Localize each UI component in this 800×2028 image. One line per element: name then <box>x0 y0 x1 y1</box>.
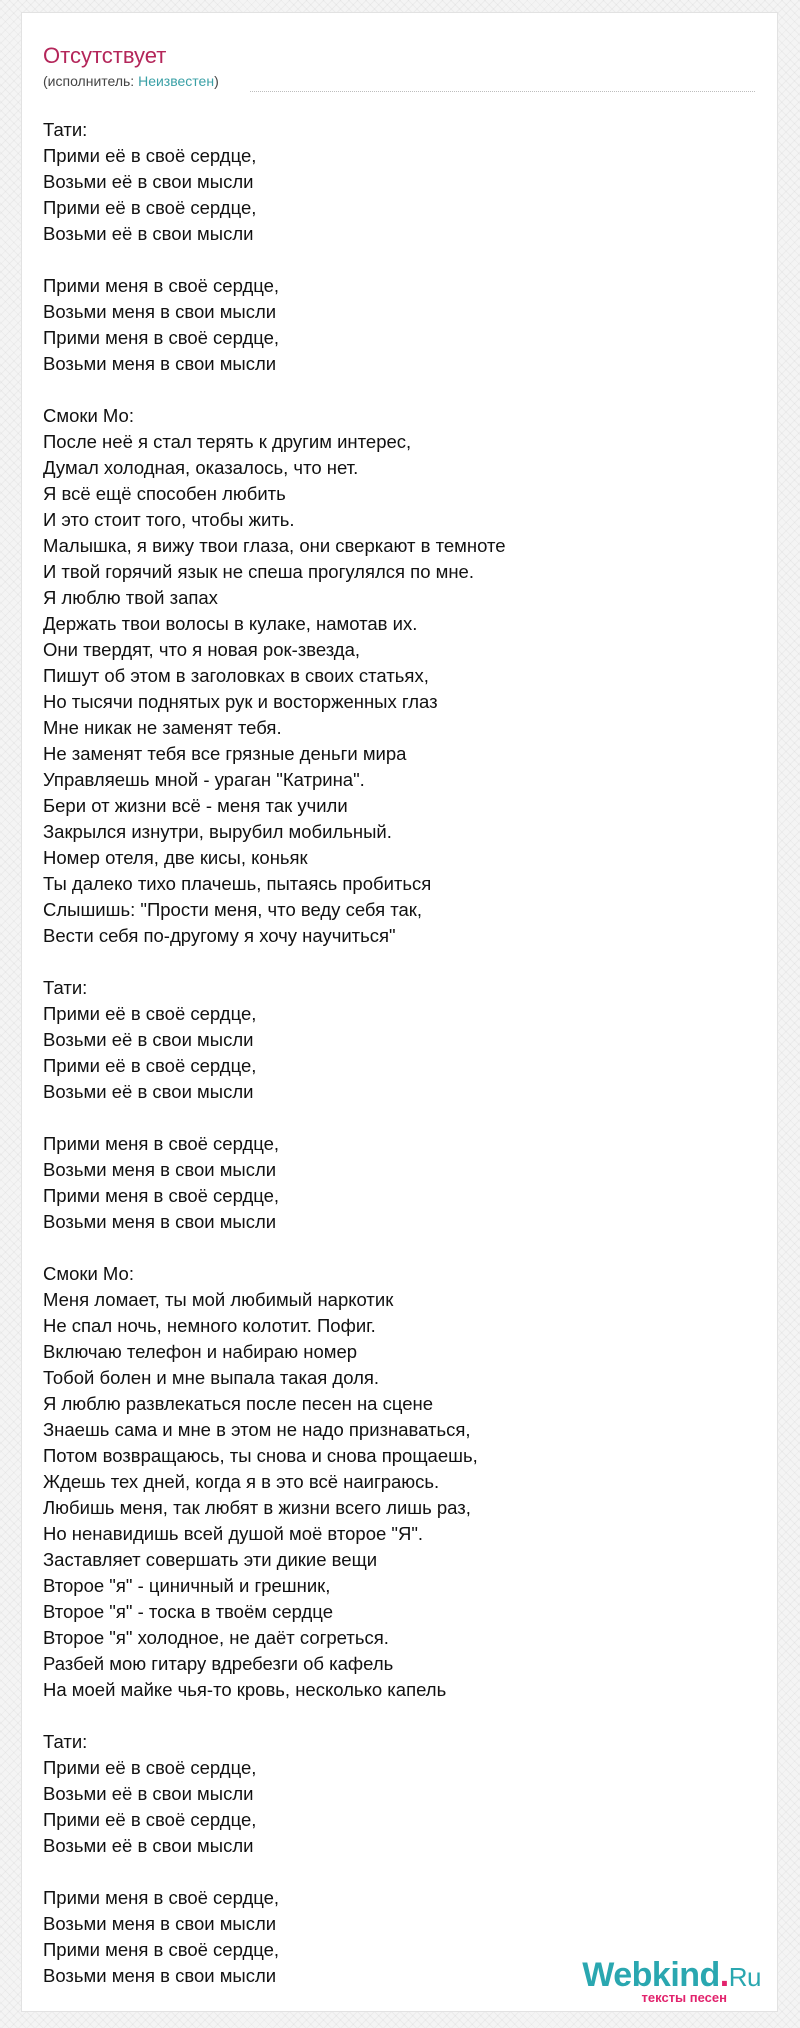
lyrics-line: На моей майке чья-то кровь, несколько капель <box>43 1679 447 1700</box>
lyrics-line: Малышка, я вижу твои глаза, они сверкают в темноте <box>43 535 506 556</box>
lyrics-blank-line <box>43 949 763 975</box>
lyrics-line: Но тысячи поднятых рук и восторженных глаз <box>43 691 438 712</box>
lyrics-line: Прими меня в своё сердце, <box>43 1133 280 1154</box>
lyrics-line: Тати: <box>43 977 88 998</box>
lyrics-line: Они твердят, что я новая рок-звезда, <box>43 639 361 660</box>
lyrics-line: Но ненавидишь всей душой моё второе "Я". <box>43 1523 424 1544</box>
lyrics-line: Бери от жизни всё - меня так учили <box>43 795 348 816</box>
lyrics-line: Номер отеля, две кисы, коньяк <box>43 847 308 868</box>
lyrics-line: После неё я стал терять к другим интерес, <box>43 431 412 452</box>
lyrics-line: Потом возвращаюсь, ты снова и снова прощаешь, <box>43 1445 478 1466</box>
lyrics-line: Тобой болен и мне выпала такая доля. <box>43 1367 380 1388</box>
site-logo[interactable] <box>582 1957 761 2005</box>
lyrics-line: Возьми её в свои мысли <box>43 1081 254 1102</box>
lyrics-line: Прими меня в своё сердце, <box>43 1185 280 1206</box>
artist-link[interactable]: Неизвестен <box>138 73 215 89</box>
lyrics-line: Ты далеко тихо плачешь, пытаясь пробиться <box>43 873 432 894</box>
title-divider <box>250 91 755 92</box>
lyrics-line: Второе "я" - тоска в твоём сердце <box>43 1601 333 1622</box>
lyrics-line: Прими меня в своё сердце, <box>43 1939 280 1960</box>
lyrics-line: Знаешь сама и мне в этом не надо признаваться, <box>43 1419 471 1440</box>
lyrics-blank-line <box>43 377 763 403</box>
lyrics-line: Прими меня в своё сердце, <box>43 275 280 296</box>
lyrics-line: Вести себя по-другому я хочу научиться" <box>43 925 396 946</box>
lyrics-line: Тати: <box>43 1731 88 1752</box>
lyrics-line: Включаю телефон и набираю номер <box>43 1341 358 1362</box>
lyrics-line: Возьми меня в свои мысли <box>43 1211 277 1232</box>
lyrics-line: Держать твои волосы в кулаке, намотав их. <box>43 613 418 634</box>
lyrics-line: Смоки Мо: <box>43 405 134 426</box>
lyrics-line: Возьми её в свои мысли <box>43 223 254 244</box>
lyrics-blank-line <box>43 1235 763 1261</box>
lyrics-line: Я люблю твой запах <box>43 587 218 608</box>
lyrics-line: Заставляет совершать эти дикие вещи <box>43 1549 378 1570</box>
lyrics-line: Любишь меня, так любят в жизни всего лишь раз, <box>43 1497 471 1518</box>
artist-line <box>43 73 219 89</box>
lyrics-line: Меня ломает, ты мой любимый наркотик <box>43 1289 394 1310</box>
lyrics-line: Разбей мою гитару вдребезги об кафель <box>43 1653 394 1674</box>
lyrics-line: Не спал ночь, немного колотит. Пофиг. <box>43 1315 376 1336</box>
lyrics-card <box>21 12 778 2012</box>
lyrics-blank-line <box>43 1703 763 1729</box>
lyrics-line: И твой горячий язык не спеша прогулялся по мне. <box>43 561 474 582</box>
lyrics-line: Возьми её в свои мысли <box>43 171 254 192</box>
lyrics-line: Смоки Мо: <box>43 1263 134 1284</box>
lyrics-line: Ждешь тех дней, когда я в это всё наиграюсь. <box>43 1471 440 1492</box>
logo-dot: . <box>719 1956 729 1994</box>
lyrics-blank-line <box>43 1859 763 1885</box>
lyrics-line: Возьми её в свои мысли <box>43 1835 254 1856</box>
lyrics-line: Возьми меня в свои мысли <box>43 353 277 374</box>
lyrics-line: Тати: <box>43 119 88 140</box>
lyrics-line: Не заменят тебя все грязные деньги мира <box>43 743 407 764</box>
lyrics-line: Прими её в своё сердце, <box>43 1055 257 1076</box>
lyrics-line: И это стоит того, чтобы жить. <box>43 509 295 530</box>
lyrics-line: Думал холодная, оказалось, что нет. <box>43 457 359 478</box>
lyrics-line: Второе "я" - циничный и грешник, <box>43 1575 331 1596</box>
lyrics-line: Управляешь мной - ураган "Катрина". <box>43 769 365 790</box>
artist-suffix: ) <box>214 73 219 89</box>
lyrics-line: Закрылся изнутри, вырубил мобильный. <box>43 821 392 842</box>
lyrics-line: Мне никак не заменят тебя. <box>43 717 282 738</box>
logo-tld: Ru <box>728 1962 761 1992</box>
lyrics-line: Пишут об этом в заголовках в своих статьях, <box>43 665 429 686</box>
artist-prefix: (исполнитель: <box>43 73 139 89</box>
lyrics-line: Возьми её в свои мысли <box>43 1029 254 1050</box>
lyrics-line: Слышишь: "Прости меня, что веду себя так, <box>43 899 423 920</box>
logo-name: Webkind <box>582 1956 720 1994</box>
lyrics-line: Прими её в своё сердце, <box>43 197 257 218</box>
lyrics-line: Прими её в своё сердце, <box>43 1809 257 1830</box>
lyrics-line: Второе "я" холодное, не даёт согреться. <box>43 1627 389 1648</box>
song-title: Отсутствует <box>43 43 167 68</box>
lyrics-line: Я люблю развлекаться после песен на сцене <box>43 1393 434 1414</box>
lyrics-line: Возьми меня в свои мысли <box>43 301 277 322</box>
lyrics-line: Прими её в своё сердце, <box>43 1757 257 1778</box>
lyrics-line: Прими меня в своё сердце, <box>43 1887 280 1908</box>
lyrics-line: Прими её в своё сердце, <box>43 1003 257 1024</box>
lyrics-line: Прими меня в своё сердце, <box>43 327 280 348</box>
logo-tagline: тексты песен <box>641 1990 727 2005</box>
lyrics-line: Я всё ещё способен любить <box>43 483 286 504</box>
lyrics-line: Возьми меня в свои мысли <box>43 1913 277 1934</box>
lyrics-line: Возьми её в свои мысли <box>43 1783 254 1804</box>
lyrics-line: Возьми меня в свои мысли <box>43 1159 277 1180</box>
lyrics-blank-line <box>43 1105 763 1131</box>
lyrics-text <box>43 117 763 1989</box>
lyrics-line: Возьми меня в свои мысли <box>43 1965 277 1986</box>
lyrics-blank-line <box>43 247 763 273</box>
lyrics-line: Прими её в своё сердце, <box>43 145 257 166</box>
